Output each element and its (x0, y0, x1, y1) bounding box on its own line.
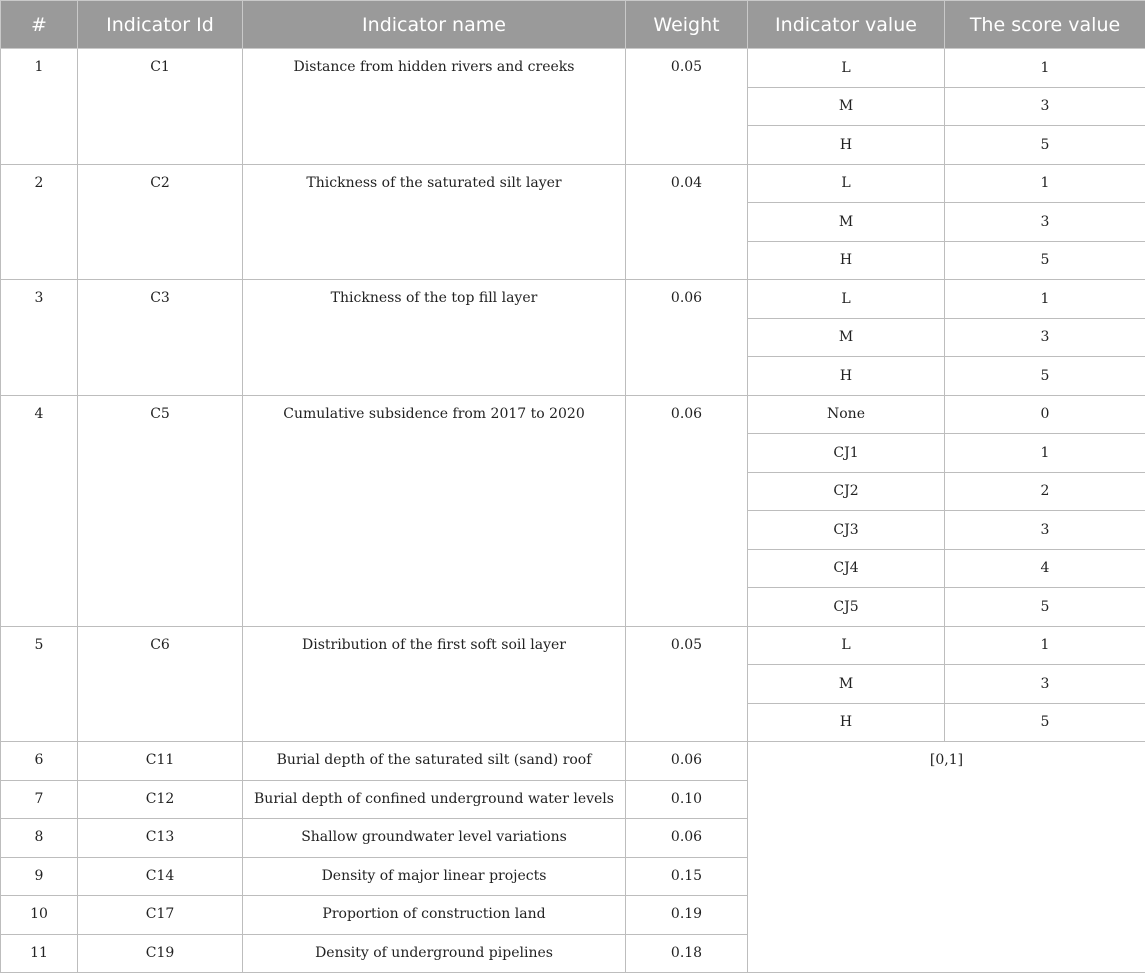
row-number: 5 (1, 626, 78, 742)
score-value: 3 (945, 318, 1145, 357)
header-indicator-name: Indicator name (243, 1, 626, 49)
indicator-weight: 0.19 (626, 896, 748, 935)
indicator-weight: 0.15 (626, 857, 748, 896)
score-value: 0 (945, 395, 1145, 434)
indicator-name: Burial depth of confined underground water levels (243, 780, 626, 819)
indicator-id: C17 (78, 896, 243, 935)
indicator-weight: 0.06 (626, 819, 748, 858)
row-number: 7 (1, 780, 78, 819)
score-value: 3 (945, 511, 1145, 550)
indicator-id: C12 (78, 780, 243, 819)
indicator-name: Cumulative subsidence from 2017 to 2020 (243, 395, 626, 626)
indicator-id: C14 (78, 857, 243, 896)
indicator-id: C1 (78, 49, 243, 165)
indicator-value: CJ4 (748, 549, 945, 588)
indicator-name: Density of underground pipelines (243, 934, 626, 973)
indicator-value: M (748, 203, 945, 242)
score-value: 3 (945, 665, 1145, 704)
indicator-weight: 0.04 (626, 164, 748, 280)
indicator-value: M (748, 87, 945, 126)
indicator-id: C3 (78, 280, 243, 396)
table-body (1, 49, 1145, 973)
indicator-value: L (748, 626, 945, 665)
score-value: 1 (945, 49, 1145, 88)
indicator-value: H (748, 357, 945, 396)
row-number: 10 (1, 896, 78, 935)
indicator-weight: 0.05 (626, 49, 748, 165)
row-number: 6 (1, 742, 78, 781)
indicator-weight: 0.18 (626, 934, 748, 973)
row-number: 9 (1, 857, 78, 896)
indicator-weight: 0.10 (626, 780, 748, 819)
indicator-name: Density of major linear projects (243, 857, 626, 896)
indicator-name: Shallow groundwater level variations (243, 819, 626, 858)
score-value: 5 (945, 126, 1145, 165)
indicator-id: C13 (78, 819, 243, 858)
header-score-value: The score value (945, 1, 1145, 49)
indicator-weight: 0.06 (626, 280, 748, 396)
score-value: 1 (945, 626, 1145, 665)
indicator-value: CJ5 (748, 588, 945, 627)
table-row (1, 164, 1145, 203)
header-indicator-value: Indicator value (748, 1, 945, 49)
indicator-id: C6 (78, 626, 243, 742)
indicator-value: None (748, 395, 945, 434)
score-value: 5 (945, 703, 1145, 742)
table-row (1, 742, 1145, 781)
indicator-value: CJ2 (748, 472, 945, 511)
indicator-value: CJ3 (748, 511, 945, 550)
indicator-value: L (748, 280, 945, 319)
indicator-id: C5 (78, 395, 243, 626)
header-row (1, 1, 1145, 49)
indicator-id: C2 (78, 164, 243, 280)
indicator-name: Burial depth of the saturated silt (sand) roof (243, 742, 626, 781)
row-number: 3 (1, 280, 78, 396)
indicator-name: Distance from hidden rivers and creeks (243, 49, 626, 165)
score-value: 2 (945, 472, 1145, 511)
table-row (1, 395, 1145, 434)
score-value: 1 (945, 164, 1145, 203)
header-weight: Weight (626, 1, 748, 49)
row-number: 11 (1, 934, 78, 973)
continuous-range-value: [0,1] (748, 742, 1145, 973)
table-row (1, 626, 1145, 665)
indicator-value: H (748, 241, 945, 280)
indicator-value: H (748, 126, 945, 165)
score-value: 1 (945, 434, 1145, 473)
score-value: 3 (945, 203, 1145, 242)
indicator-value: H (748, 703, 945, 742)
indicator-weight: 0.05 (626, 626, 748, 742)
header-indicator-id: Indicator Id (78, 1, 243, 49)
indicator-value: M (748, 665, 945, 704)
score-value: 4 (945, 549, 1145, 588)
indicator-value: L (748, 164, 945, 203)
score-value: 5 (945, 241, 1145, 280)
row-number: 2 (1, 164, 78, 280)
indicator-name: Thickness of the saturated silt layer (243, 164, 626, 280)
table-row (1, 49, 1145, 88)
table-header (1, 1, 1145, 49)
row-number: 1 (1, 49, 78, 165)
table-row (1, 280, 1145, 319)
indicator-weight: 0.06 (626, 395, 748, 626)
row-number: 4 (1, 395, 78, 626)
indicator-value: L (748, 49, 945, 88)
indicator-id: C11 (78, 742, 243, 781)
indicator-weight: 0.06 (626, 742, 748, 781)
score-value: 3 (945, 87, 1145, 126)
row-number: 8 (1, 819, 78, 858)
score-value: 5 (945, 357, 1145, 396)
indicator-value: M (748, 318, 945, 357)
indicator-name: Distribution of the first soft soil layer (243, 626, 626, 742)
score-value: 1 (945, 280, 1145, 319)
score-value: 5 (945, 588, 1145, 627)
header-number: # (1, 1, 78, 49)
indicator-name: Proportion of construction land (243, 896, 626, 935)
indicator-name: Thickness of the top fill layer (243, 280, 626, 396)
indicator-id: C19 (78, 934, 243, 973)
indicator-value: CJ1 (748, 434, 945, 473)
